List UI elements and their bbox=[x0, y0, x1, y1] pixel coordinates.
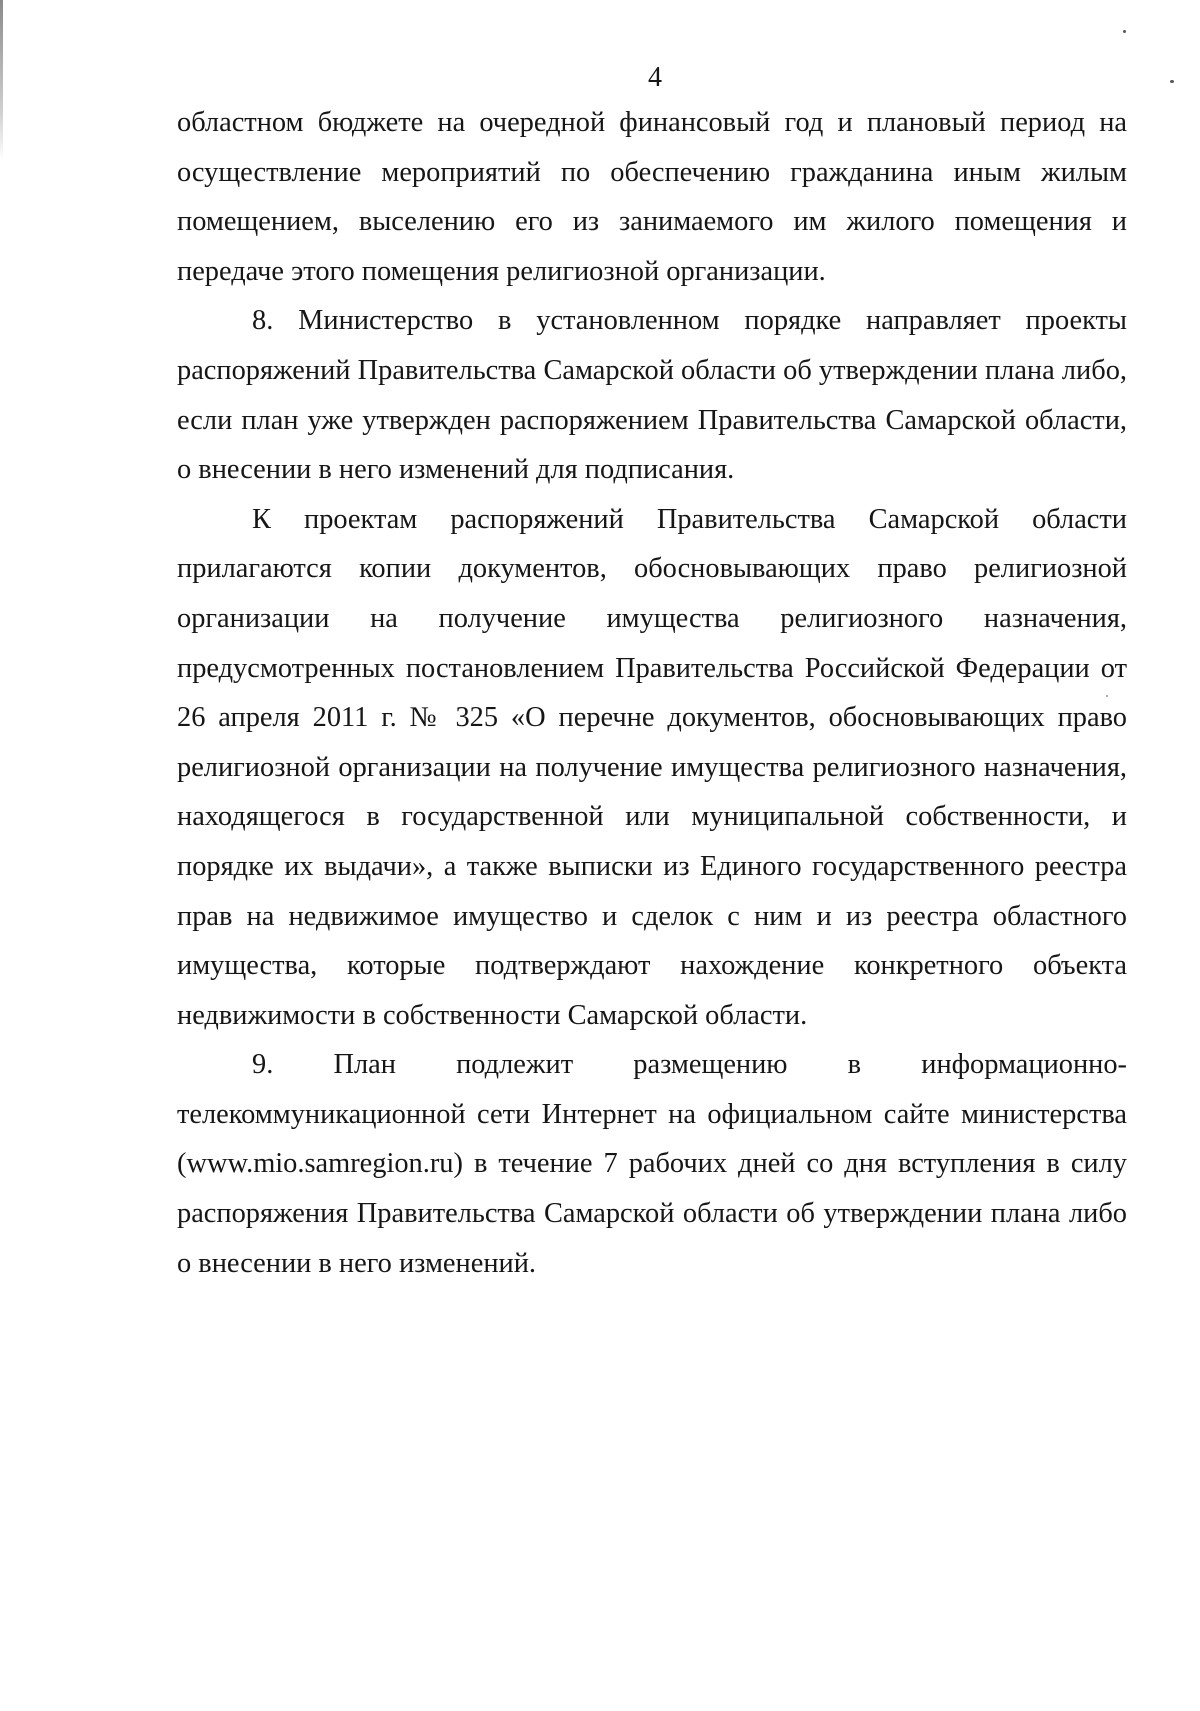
paragraph-attachments: К проектам распоряжений Правительства Самарской области прилагаются копии документов, обосновывающих право религиозной организации на получение имущества религиозного назначения, предусмотренных постановлением Правительства Российской Федерации от 26 апреля 2011 г. № 325 «О перечне документов, обосновывающих право религиозной организации на получение имущества религиозного назначения, находящегося в государственной или муниципальной собственности, и порядке их выдачи», а также выписки из Единого государственного реестра прав на недвижимое имущество и сделок с ним и из реестра областного имущества, которые подтверждают нахождение конкретного объекта недвижимости в собственности Самарской области. bbox=[177, 503, 1127, 1031]
scan-edge-artifact bbox=[0, 0, 3, 160]
page-number: 4 bbox=[648, 62, 662, 93]
document-body bbox=[177, 98, 1127, 1288]
paragraph-item-9: 9. План подлежит размещению в информационно-телекоммуникационной сети Интернет на официальном сайте министерства (www.mio.samregion.ru) в течение 7 рабочих дней со дня вступления в силу распоряжения Правительства Самарской области об утверждении плана либо о внесении в него изменений. bbox=[177, 1049, 1127, 1279]
paragraph-item-8: 8. Министерство в установленном порядке направляет проекты распоряжений Правительства Самарской области об утверждении плана либо, если план уже утвержден распоряжением Правительства Самарской области, о внесении в него изменений для подписания. bbox=[177, 305, 1127, 486]
paragraph-continuation: областном бюджете на очередной финансовый год и плановый период на осуществление мероприятий по обеспечению гражданина иным жилым помещением, выселению его из занимаемого им жилого помещения и передаче этого помещения религиозной организации. bbox=[177, 107, 1127, 287]
scan-speck bbox=[1123, 30, 1126, 33]
